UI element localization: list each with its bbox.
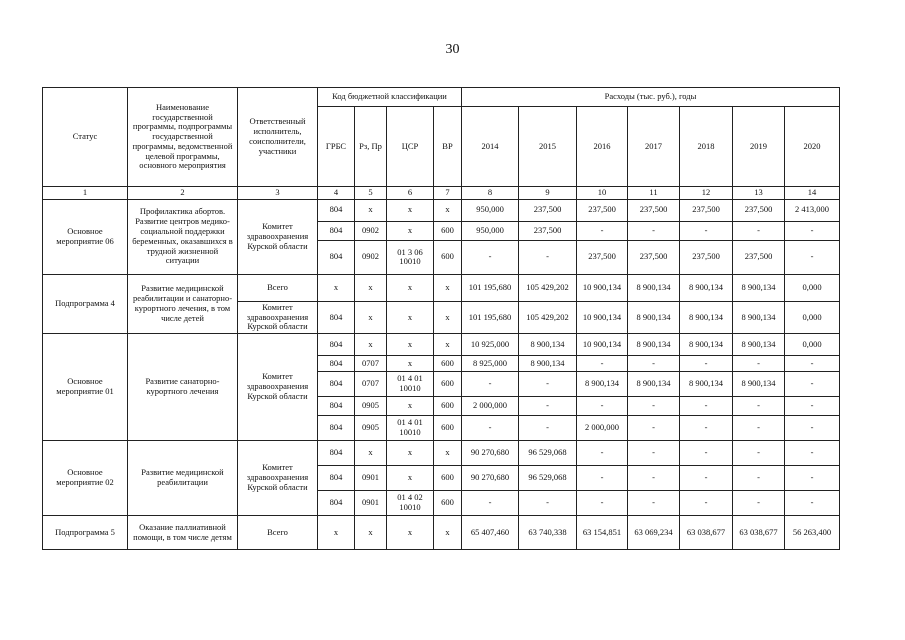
amount-cell: -	[785, 466, 840, 491]
rzpr-cell: x	[355, 441, 387, 466]
header-year: 2018	[680, 107, 733, 187]
grbs-cell: 804	[318, 491, 355, 516]
amount-cell: 10 925,000	[462, 334, 519, 356]
rzpr-cell: 0902	[355, 240, 387, 274]
executor-cell: Всего	[238, 274, 318, 301]
amount-cell: 2 413,000	[785, 199, 840, 221]
header-name: Наименование государственной программы, подпрограммы государственной программы, ведомственной целевой программы, основного мероприятия	[128, 88, 238, 187]
amount-cell: -	[680, 441, 733, 466]
header-expenses: Расходы (тыс. руб.), годы	[462, 88, 840, 107]
column-number: 3	[238, 187, 318, 200]
vr-cell: 600	[434, 397, 462, 416]
column-number: 11	[628, 187, 680, 200]
amount-cell: -	[680, 416, 733, 441]
header-year: 2015	[519, 107, 577, 187]
amount-cell: -	[519, 397, 577, 416]
amount-cell: 8 900,134	[680, 334, 733, 356]
amount-cell: 10 900,134	[577, 334, 628, 356]
amount-cell: -	[577, 221, 628, 240]
amount-cell: 10 900,134	[577, 274, 628, 301]
rzpr-cell: 0901	[355, 466, 387, 491]
amount-cell: 105 429,202	[519, 301, 577, 333]
name-cell: Оказание паллиативной помощи, в том числе детям	[128, 516, 238, 550]
amount-cell: 8 925,000	[462, 356, 519, 372]
amount-cell: 96 529,068	[519, 441, 577, 466]
amount-cell: -	[577, 356, 628, 372]
csr-cell: x	[387, 356, 434, 372]
amount-cell: 237,500	[577, 199, 628, 221]
grbs-cell: x	[318, 274, 355, 301]
amount-cell: 237,500	[628, 199, 680, 221]
column-number: 10	[577, 187, 628, 200]
amount-cell: 8 900,134	[733, 334, 785, 356]
amount-cell: -	[628, 466, 680, 491]
amount-cell: 8 900,134	[628, 372, 680, 397]
csr-cell: x	[387, 516, 434, 550]
amount-cell: -	[680, 491, 733, 516]
rzpr-cell: x	[355, 199, 387, 221]
column-number: 2	[128, 187, 238, 200]
amount-cell: 63 740,338	[519, 516, 577, 550]
csr-cell: x	[387, 466, 434, 491]
amount-cell: -	[628, 416, 680, 441]
amount-cell: -	[733, 466, 785, 491]
header-status: Статус	[43, 88, 128, 187]
amount-cell: 237,500	[680, 199, 733, 221]
budget-table	[42, 87, 840, 550]
executor-cell: Комитет здравоохранения Курской области	[238, 334, 318, 441]
csr-cell: x	[387, 334, 434, 356]
amount-cell: 8 900,134	[733, 301, 785, 333]
grbs-cell: 804	[318, 240, 355, 274]
rzpr-cell: x	[355, 274, 387, 301]
grbs-cell: 804	[318, 199, 355, 221]
column-number: 8	[462, 187, 519, 200]
header-year: 2020	[785, 107, 840, 187]
amount-cell: -	[680, 466, 733, 491]
vr-cell: x	[434, 301, 462, 333]
table-row	[43, 274, 840, 301]
executor-cell: Всего	[238, 516, 318, 550]
vr-cell: 600	[434, 416, 462, 441]
amount-cell: 105 429,202	[519, 274, 577, 301]
grbs-cell: 804	[318, 221, 355, 240]
rzpr-cell: x	[355, 516, 387, 550]
amount-cell: 0,000	[785, 301, 840, 333]
amount-cell: -	[462, 416, 519, 441]
csr-cell: x	[387, 221, 434, 240]
vr-cell: 600	[434, 466, 462, 491]
amount-cell: -	[733, 221, 785, 240]
amount-cell: -	[519, 491, 577, 516]
vr-cell: 600	[434, 356, 462, 372]
amount-cell: 237,500	[628, 240, 680, 274]
amount-cell: -	[785, 441, 840, 466]
grbs-cell: 804	[318, 356, 355, 372]
amount-cell: -	[462, 372, 519, 397]
amount-cell: -	[628, 356, 680, 372]
vr-cell: x	[434, 441, 462, 466]
amount-cell: 56 263,400	[785, 516, 840, 550]
header-year: 2016	[577, 107, 628, 187]
amount-cell: -	[733, 416, 785, 441]
amount-cell: 237,500	[733, 199, 785, 221]
csr-cell: x	[387, 301, 434, 333]
amount-cell: 8 900,134	[519, 334, 577, 356]
executor-cell: Комитет здравоохранения Курской области	[238, 199, 318, 274]
amount-cell: -	[733, 491, 785, 516]
status-cell: Подпрограмма 5	[43, 516, 128, 550]
amount-cell: -	[733, 356, 785, 372]
amount-cell: 237,500	[577, 240, 628, 274]
rzpr-cell: 0707	[355, 356, 387, 372]
csr-cell: 01 3 06 10010	[387, 240, 434, 274]
column-number: 6	[387, 187, 434, 200]
amount-cell: 0,000	[785, 334, 840, 356]
csr-cell: 01 4 02 10010	[387, 491, 434, 516]
column-number-row	[43, 187, 840, 200]
amount-cell: 8 900,134	[628, 301, 680, 333]
column-number: 9	[519, 187, 577, 200]
amount-cell: -	[577, 441, 628, 466]
column-number: 12	[680, 187, 733, 200]
column-number: 1	[43, 187, 128, 200]
amount-cell: -	[785, 372, 840, 397]
column-number: 13	[733, 187, 785, 200]
status-cell: Подпрограмма 4	[43, 274, 128, 333]
amount-cell: 8 900,134	[628, 274, 680, 301]
column-number: 4	[318, 187, 355, 200]
amount-cell: -	[577, 466, 628, 491]
vr-cell: 600	[434, 372, 462, 397]
amount-cell: 63 038,677	[680, 516, 733, 550]
header-rzpr: Рз, Пр	[355, 107, 387, 187]
amount-cell: -	[628, 491, 680, 516]
amount-cell: -	[519, 372, 577, 397]
amount-cell: 8 900,134	[733, 274, 785, 301]
amount-cell: -	[785, 491, 840, 516]
amount-cell: -	[628, 441, 680, 466]
table-row	[43, 199, 840, 221]
amount-cell: 8 900,134	[577, 372, 628, 397]
amount-cell: 8 900,134	[680, 301, 733, 333]
amount-cell: 96 529,068	[519, 466, 577, 491]
amount-cell: -	[785, 416, 840, 441]
amount-cell: -	[733, 397, 785, 416]
grbs-cell: 804	[318, 416, 355, 441]
amount-cell: 0,000	[785, 274, 840, 301]
amount-cell: 101 195,680	[462, 274, 519, 301]
vr-cell: 600	[434, 221, 462, 240]
grbs-cell: 804	[318, 441, 355, 466]
csr-cell: x	[387, 274, 434, 301]
amount-cell: -	[462, 491, 519, 516]
csr-cell: x	[387, 441, 434, 466]
grbs-cell: 804	[318, 397, 355, 416]
amount-cell: 90 270,680	[462, 466, 519, 491]
amount-cell: -	[785, 397, 840, 416]
rzpr-cell: 0905	[355, 416, 387, 441]
rzpr-cell: 0901	[355, 491, 387, 516]
amount-cell: 2 000,000	[577, 416, 628, 441]
table-row	[43, 516, 840, 550]
amount-cell: 63 069,234	[628, 516, 680, 550]
table-row	[43, 441, 840, 466]
amount-cell: 63 154,851	[577, 516, 628, 550]
amount-cell: -	[519, 416, 577, 441]
amount-cell: 63 038,677	[733, 516, 785, 550]
amount-cell: 950,000	[462, 221, 519, 240]
status-cell: Основное мероприятие 02	[43, 441, 128, 516]
amount-cell: 237,500	[519, 199, 577, 221]
vr-cell: x	[434, 199, 462, 221]
amount-cell: 8 900,134	[680, 274, 733, 301]
amount-cell: -	[680, 221, 733, 240]
header-budget-code: Код бюджетной классификации	[318, 88, 462, 107]
amount-cell: 237,500	[519, 221, 577, 240]
grbs-cell: x	[318, 516, 355, 550]
header-grbs: ГРБС	[318, 107, 355, 187]
amount-cell: 65 407,460	[462, 516, 519, 550]
header-year: 2017	[628, 107, 680, 187]
column-number: 14	[785, 187, 840, 200]
grbs-cell: 804	[318, 372, 355, 397]
name-cell: Развитие санаторно-курортного лечения	[128, 334, 238, 441]
name-cell: Развитие медицинской реабилитации	[128, 441, 238, 516]
amount-cell: -	[628, 221, 680, 240]
amount-cell: -	[628, 397, 680, 416]
header-year: 2014	[462, 107, 519, 187]
table-row	[43, 334, 840, 356]
executor-cell: Комитет здравоохранения Курской области	[238, 441, 318, 516]
amount-cell: 8 900,134	[680, 372, 733, 397]
rzpr-cell: 0902	[355, 221, 387, 240]
column-number: 7	[434, 187, 462, 200]
grbs-cell: 804	[318, 466, 355, 491]
amount-cell: 10 900,134	[577, 301, 628, 333]
amount-cell: 8 900,134	[733, 372, 785, 397]
amount-cell: -	[785, 221, 840, 240]
header-vr: ВР	[434, 107, 462, 187]
amount-cell: -	[785, 356, 840, 372]
vr-cell: x	[434, 274, 462, 301]
amount-cell: -	[577, 491, 628, 516]
grbs-cell: 804	[318, 301, 355, 333]
status-cell: Основное мероприятие 06	[43, 199, 128, 274]
status-cell: Основное мероприятие 01	[43, 334, 128, 441]
vr-cell: 600	[434, 240, 462, 274]
amount-cell: -	[733, 441, 785, 466]
csr-cell: 01 4 01 10010	[387, 372, 434, 397]
rzpr-cell: 0707	[355, 372, 387, 397]
rzpr-cell: x	[355, 301, 387, 333]
vr-cell: 600	[434, 491, 462, 516]
page-number: 30	[445, 42, 460, 57]
amount-cell: -	[785, 240, 840, 274]
amount-cell: -	[577, 397, 628, 416]
amount-cell: 8 900,134	[628, 334, 680, 356]
name-cell: Развитие медицинской реабилитации и санаторно-курортного лечения, в том числе детей	[128, 274, 238, 333]
grbs-cell: 804	[318, 334, 355, 356]
amount-cell: 237,500	[733, 240, 785, 274]
amount-cell: 8 900,134	[519, 356, 577, 372]
header-year: 2019	[733, 107, 785, 187]
amount-cell: 101 195,680	[462, 301, 519, 333]
amount-cell: -	[462, 240, 519, 274]
csr-cell: 01 4 01 10010	[387, 416, 434, 441]
csr-cell: x	[387, 397, 434, 416]
amount-cell: -	[519, 240, 577, 274]
header-csr: ЦСР	[387, 107, 434, 187]
csr-cell: x	[387, 199, 434, 221]
column-number: 5	[355, 187, 387, 200]
executor-cell: Комитет здравоохранения Курской области	[238, 301, 318, 333]
amount-cell: -	[680, 356, 733, 372]
name-cell: Профилактика абортов. Развитие центров медико-социальной поддержки беременных, оказавшихся в трудной жизненной ситуации	[128, 199, 238, 274]
amount-cell: -	[680, 397, 733, 416]
vr-cell: x	[434, 516, 462, 550]
amount-cell: 950,000	[462, 199, 519, 221]
amount-cell: 237,500	[680, 240, 733, 274]
amount-cell: 90 270,680	[462, 441, 519, 466]
vr-cell: x	[434, 334, 462, 356]
rzpr-cell: 0905	[355, 397, 387, 416]
rzpr-cell: x	[355, 334, 387, 356]
header-executor: Ответственный исполнитель, соисполнители, участники	[238, 88, 318, 187]
amount-cell: 2 000,000	[462, 397, 519, 416]
